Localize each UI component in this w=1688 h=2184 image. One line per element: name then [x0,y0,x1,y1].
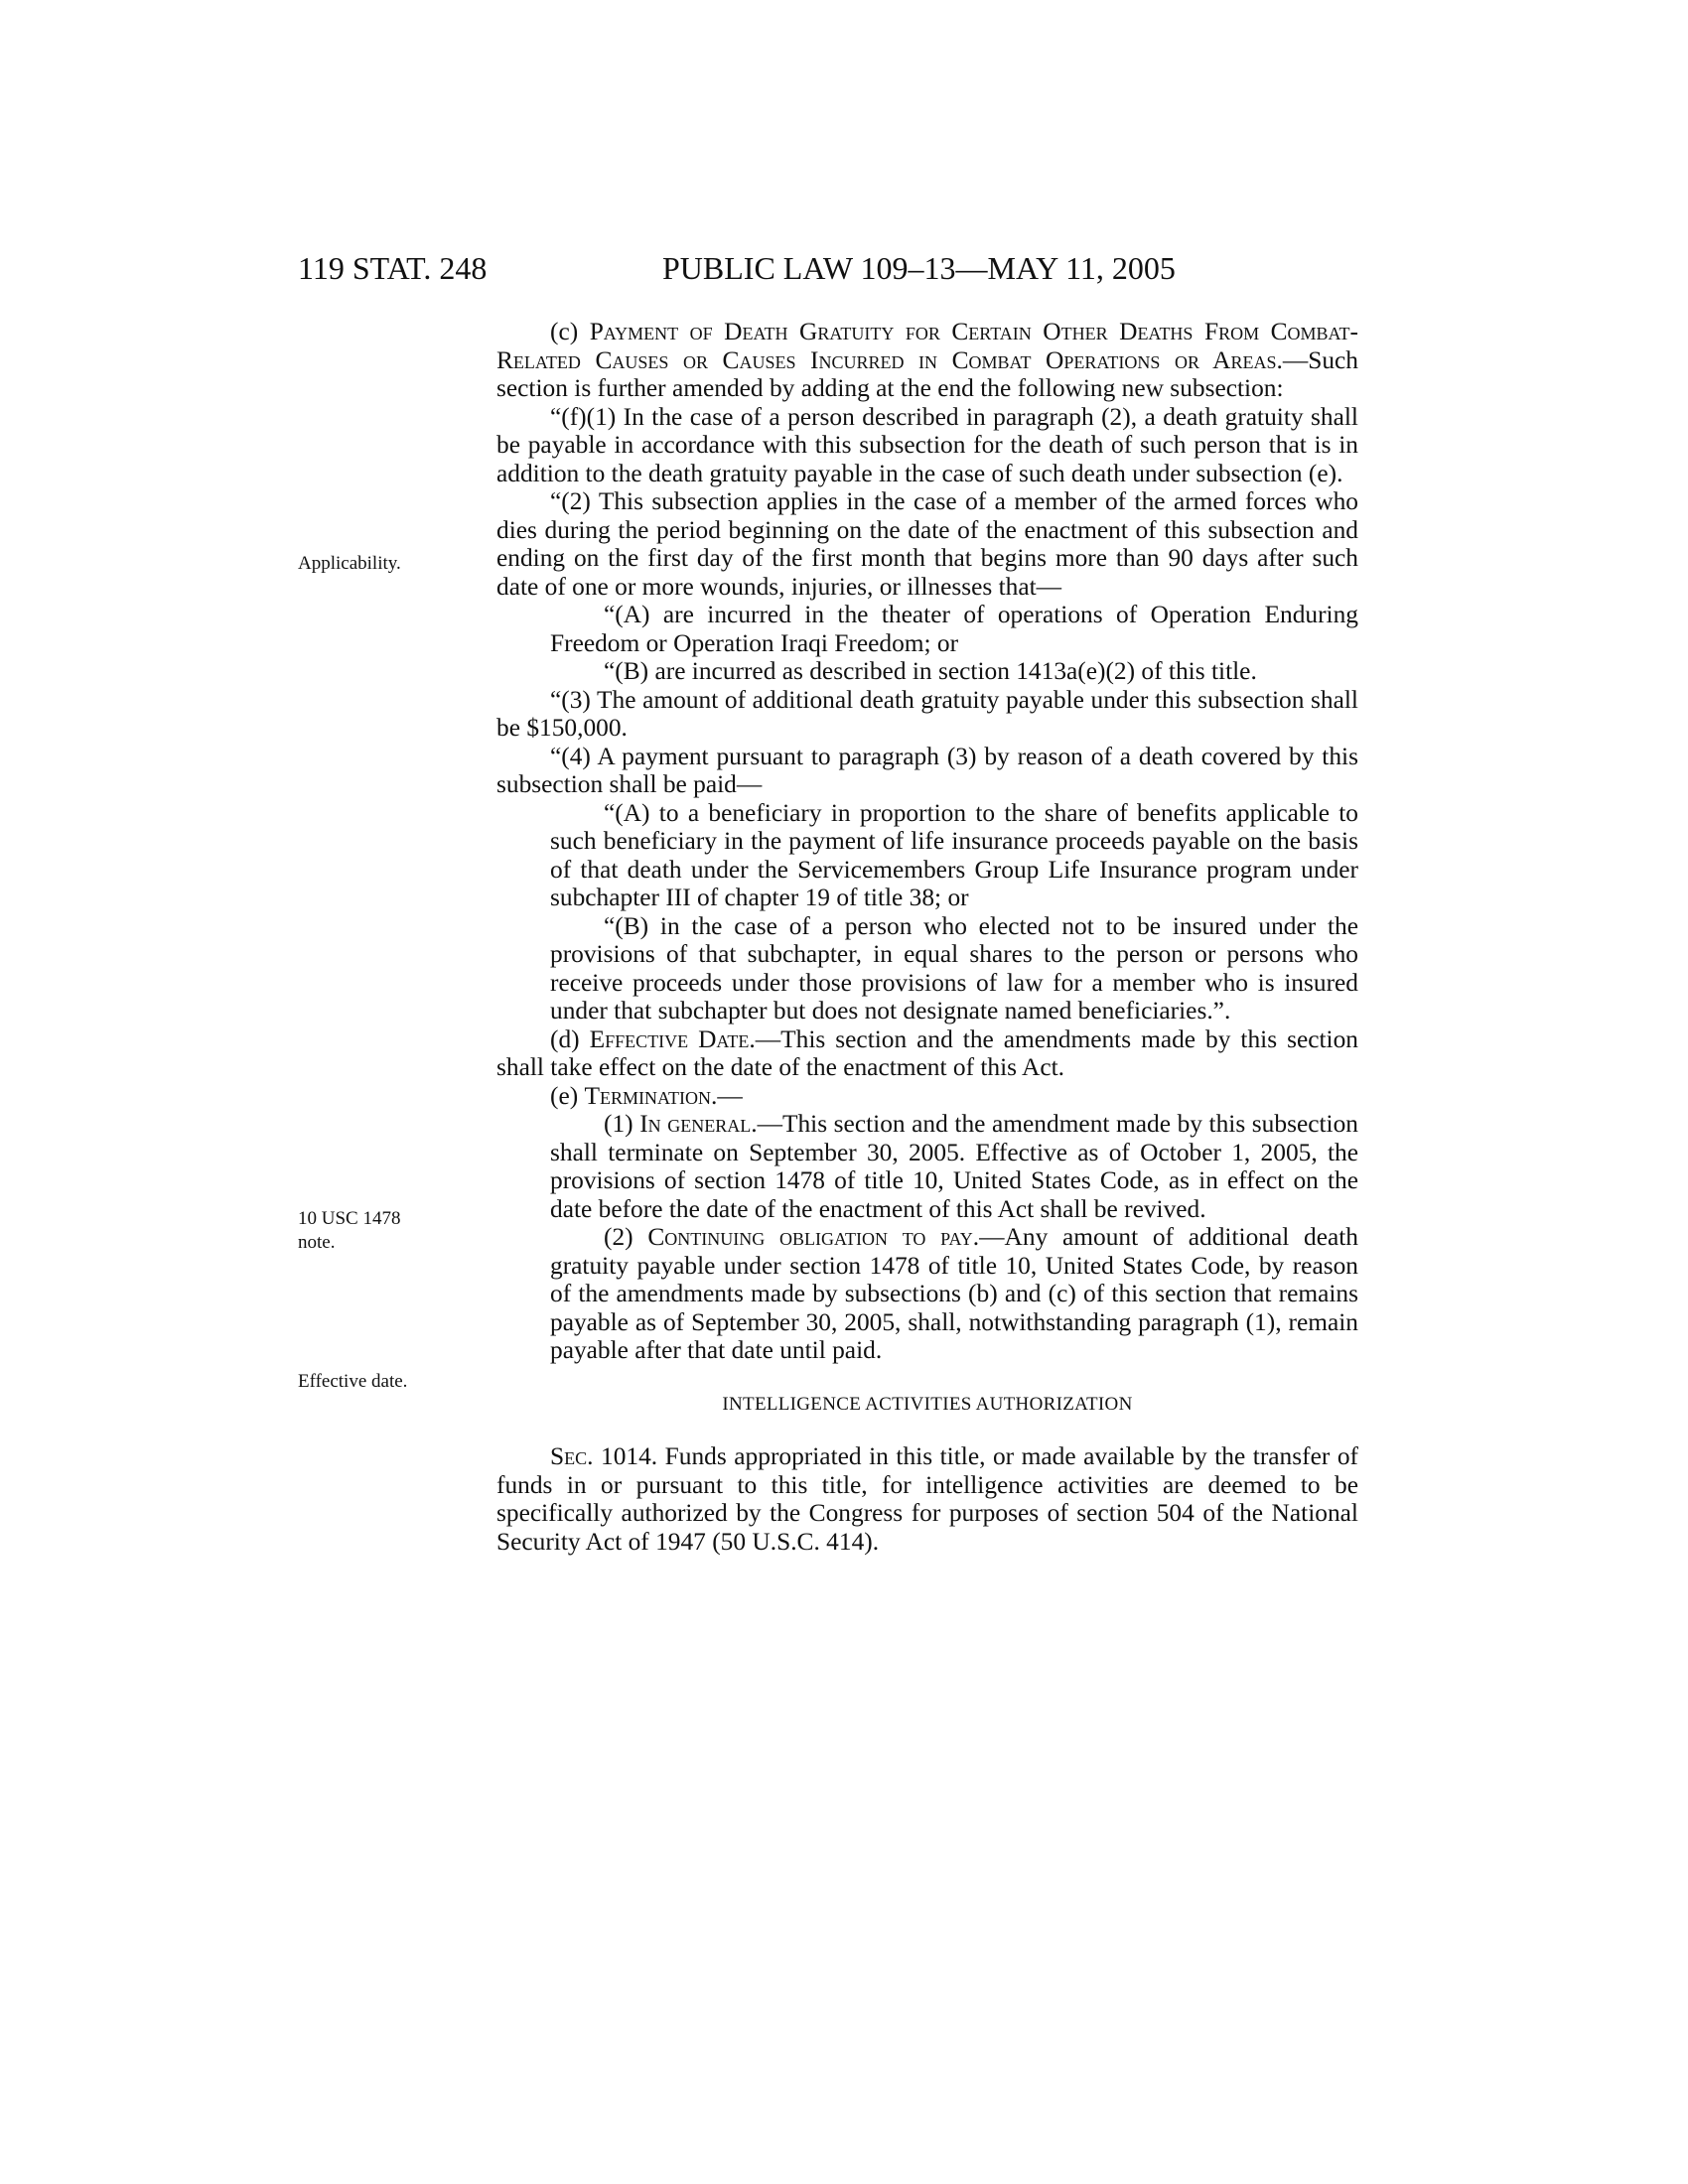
paragraph-f1: “(f)(1) In the case of a person described in paragraph (2), a death gratuity shall be payable in accordance with this subsection for the death of such person that is in addition to the death gratuity payable in the case of such death under subsection (e). [496,402,1358,487]
subparagraph-f2B: “(B) are incurred as described in section 1413a(e)(2) of this title. [604,657,1257,685]
subsection-d: (d) Effective Date.—This section and the amendments made by this section shall take effect on the date of the enactment of this Act. [496,1024,1358,1081]
subsection-c: (c) Payment of Death Gratuity for Certain Other Deaths From Combat-Related Causes or Causes Incurred in Combat Operations or Areas.—Such section is further amended by adding at the end the following new subsection: [496,318,1358,402]
paragraph-f2: “(2) This subsection applies in the case of a member of the armed forces who dies during the period beginning on the date of the enactment of this subsection and ending on the first day of the first month that begins more than 90 days after such date of one or more wounds, injuries, or illnesses that— [496,487,1358,601]
section-heading: INTELLIGENCE ACTIVITIES AUTHORIZATION [722,1393,1133,1415]
paragraph-f4: “(4) A payment pursuant to paragraph (3) by reason of a death covered by this subsection shall be paid— [496,742,1358,798]
subsection-e: (e) Termination.— [550,1081,743,1110]
section-1014: Sec. 1014. Funds appropriated in this title, or made available by the transfer of funds in or pursuant to this title, for intelligence activities are deemed to be specifically authorized by the Congress for purposes of section 504 of the National Security Act of 1947 (50 U.S.C. 414). [496,1442,1358,1556]
paragraph-e2-caption: Continuing obligation to pay. [647,1223,980,1251]
page-stat-citation: 119 STAT. 248 [298,250,488,286]
paragraph-f3: “(3) The amount of additional death gratuity payable under this subsection shall be $150,000. [496,685,1358,742]
paragraph-e2: (2) Continuing obligation to pay.—Any amount of additional death gratuity payable under section 1478 of title 10, United States Code, by reason of the amendments made by subsections (b) and (c) of this section that remains payable as of September 30, 2005, shall, notwithstanding paragraph (1), remain payable after that date until paid. [550,1223,1358,1364]
subsection-d-caption: Effective Date. [589,1024,756,1053]
margin-note-usc: 10 USC 1478 note. [298,1208,401,1253]
margin-note-applicability: Applicability. [298,553,401,574]
paragraph-e1-caption: In general. [639,1110,758,1138]
section-label: Sec. [550,1442,594,1470]
main-text [496,318,1358,1556]
subparagraph-f2A: “(A) are incurred in the theater of operations of Operation Enduring Freedom or Operation Iraqi Freedom; or [550,601,1358,657]
subparagraph-f4A: “(A) to a beneficiary in proportion to the share of benefits applicable to such beneficiary in the payment of life insurance proceeds payable on the basis of that death under the Servicemembers Group Life Insurance program under subchapter III of chapter 19 of title 38; or [550,798,1358,911]
margin-note-effective-date: Effective date. [298,1371,408,1392]
subparagraph-f4B: “(B) in the case of a person who elected not to be insured under the provisions of that subchapter, in equal shares to the person or persons who receive proceeds under those provisions of law for a member who is insured under that subchapter but does not designate named beneficiaries.”. [550,911,1358,1024]
subsection-c-caption: Payment of Death Gratuity for Certain Other Deaths From Combat-Related Causes or Causes Incurred in Combat Operations or Areas. [496,318,1358,374]
running-header: PUBLIC LAW 109–13—MAY 11, 2005 [662,250,1176,286]
paragraph-e1: (1) In general.—This section and the amendment made by this subsection shall terminate on September 30, 2005. Effective as of October 1, 2005, the provisions of section 1478 of title 10, United States Code, as in effect on the date before the date of the enactment of this Act shall be revived. [550,1110,1358,1223]
subsection-e-caption: Termination. [584,1081,718,1110]
